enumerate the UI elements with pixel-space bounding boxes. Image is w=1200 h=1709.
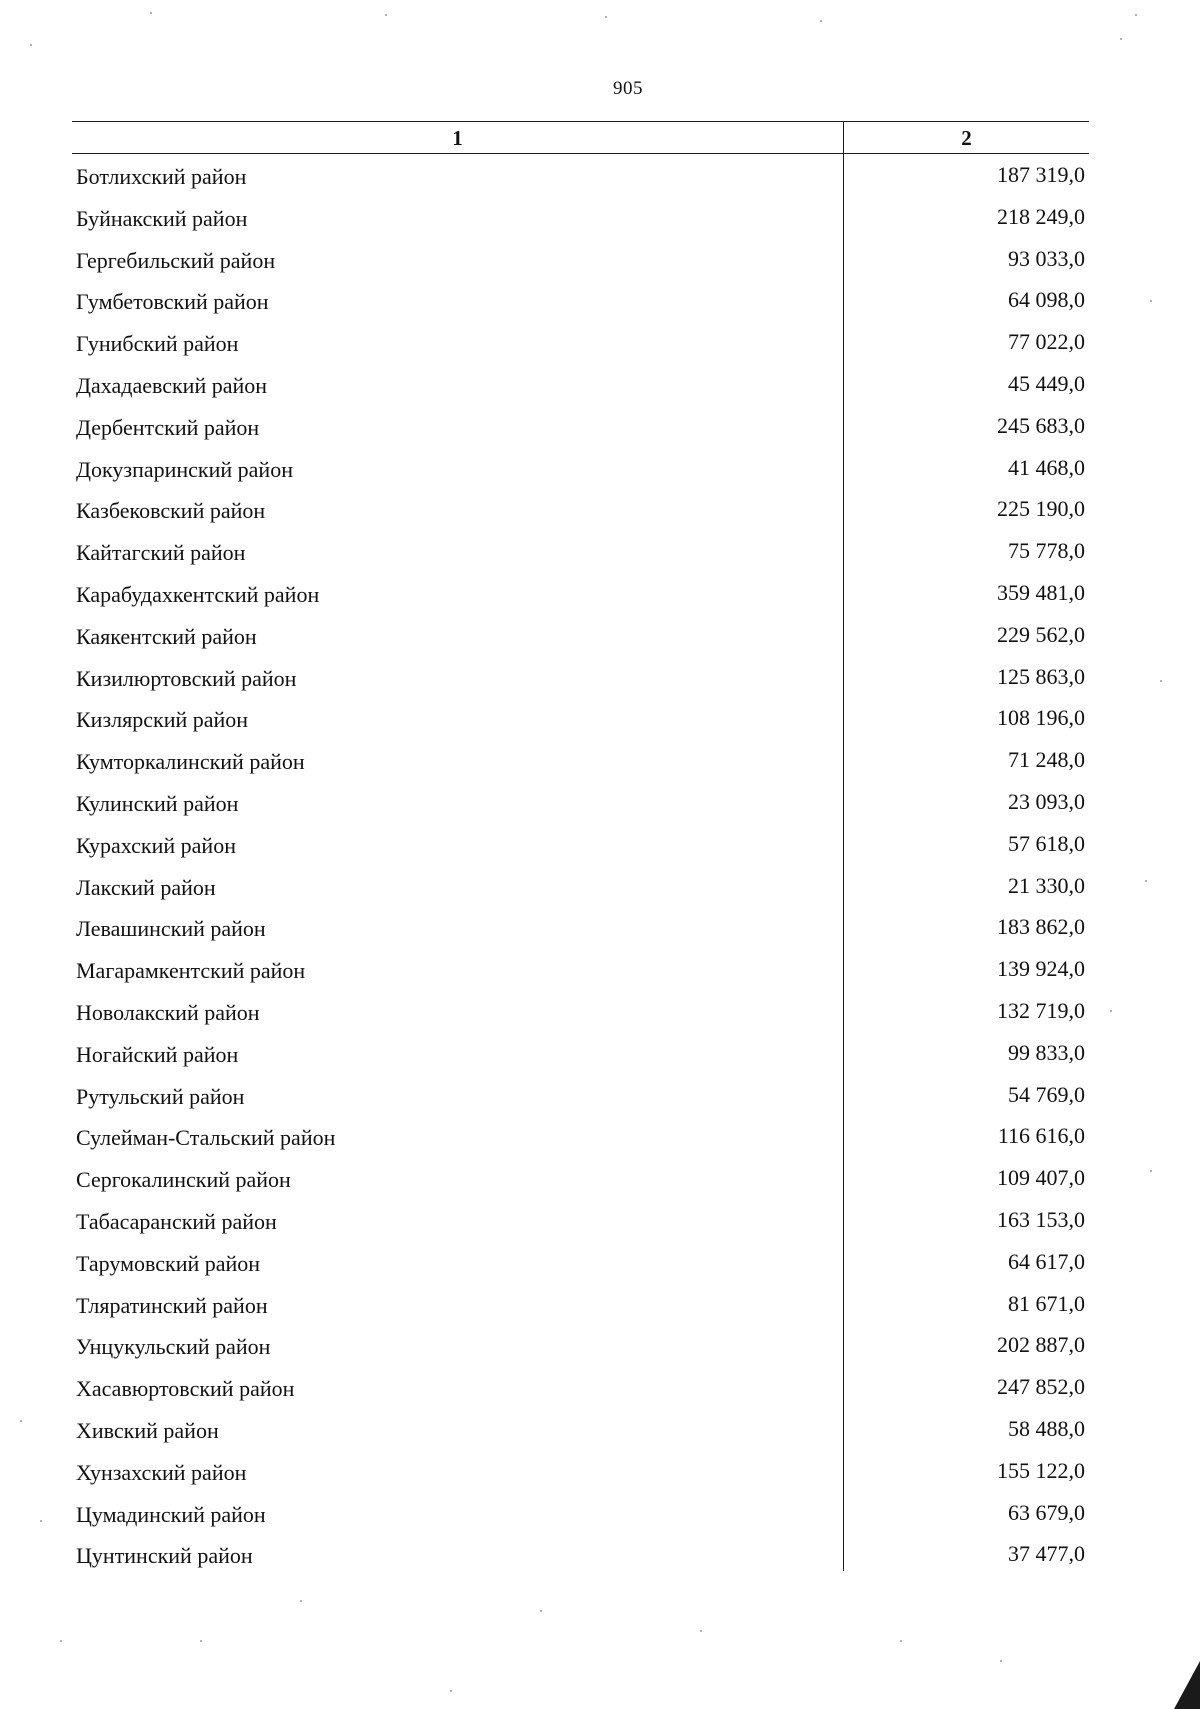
scan-speck <box>1150 1170 1152 1172</box>
scan-speck <box>40 1520 42 1522</box>
table-row <box>72 1118 1089 1160</box>
scan-speck <box>60 1640 62 1642</box>
scan-speck <box>30 44 32 46</box>
scan-speck <box>1145 880 1147 882</box>
scan-speck <box>385 14 387 16</box>
district-name: Курахский район <box>76 832 236 858</box>
district-name: Новолакский район <box>76 999 260 1025</box>
district-name: Табасаранский район <box>76 1208 277 1234</box>
scan-speck <box>1000 1660 1002 1662</box>
district-amount: 45 449,0 <box>1008 370 1085 396</box>
district-name: Дахадаевский район <box>76 372 268 398</box>
district-name: Кулинский район <box>76 790 239 816</box>
table-row <box>72 241 1089 283</box>
district-amount: 77 022,0 <box>1008 329 1085 355</box>
table-row <box>72 784 1089 826</box>
scan-speck <box>200 1640 202 1642</box>
district-amount: 37 477,0 <box>1008 1541 1085 1567</box>
table-row <box>72 1369 1089 1411</box>
district-amount: 202 887,0 <box>997 1332 1085 1358</box>
table-row <box>72 868 1089 910</box>
district-amount: 63 679,0 <box>1008 1499 1085 1525</box>
district-amount: 109 407,0 <box>997 1165 1085 1191</box>
table-row <box>72 826 1089 868</box>
scan-speck <box>900 1640 902 1642</box>
column-header-2: 2 <box>961 126 972 150</box>
table-row <box>72 533 1089 575</box>
district-amount: 81 671,0 <box>1008 1290 1085 1316</box>
district-amount: 64 098,0 <box>1008 287 1085 313</box>
district-amount: 21 330,0 <box>1008 872 1085 898</box>
district-name: Буйнакский район <box>76 205 248 231</box>
district-amount: 41 468,0 <box>1008 454 1085 480</box>
table-row <box>72 1495 1089 1537</box>
district-name: Гергебильский район <box>76 247 276 273</box>
table-row <box>72 1244 1089 1286</box>
table-row <box>72 1453 1089 1495</box>
district-amount: 58 488,0 <box>1008 1415 1085 1441</box>
district-name: Хивский район <box>76 1417 219 1443</box>
district-name: Цумадинский район <box>76 1501 266 1527</box>
table-row <box>72 199 1089 241</box>
district-amount: 247 852,0 <box>997 1374 1085 1400</box>
table-row <box>72 282 1089 324</box>
district-name: Кизилюртовский район <box>76 665 297 691</box>
district-amount: 57 618,0 <box>1008 830 1085 856</box>
table-row <box>72 909 1089 951</box>
table-row <box>72 575 1089 617</box>
table-row <box>72 324 1089 366</box>
district-name: Карабудахкентский район <box>76 581 320 607</box>
district-amount: 225 190,0 <box>997 496 1085 522</box>
scan-speck <box>1150 300 1152 302</box>
district-name: Гунибский район <box>76 331 239 357</box>
table-row <box>72 1536 1089 1578</box>
table-row <box>72 700 1089 742</box>
table-top-rule <box>72 121 1089 122</box>
table-row <box>72 993 1089 1035</box>
district-name: Ногайский район <box>76 1041 239 1067</box>
district-amount: 125 863,0 <box>997 663 1085 689</box>
district-amount: 183 862,0 <box>997 914 1085 940</box>
table-row <box>72 951 1089 993</box>
district-amount: 116 616,0 <box>997 1123 1085 1149</box>
district-name: Лакский район <box>76 874 216 900</box>
district-amount: 359 481,0 <box>997 579 1085 605</box>
district-amount: 64 617,0 <box>1008 1248 1085 1274</box>
district-amount: 93 033,0 <box>1008 245 1085 271</box>
district-name: Рутульский район <box>76 1083 245 1109</box>
district-amount: 132 719,0 <box>997 997 1085 1023</box>
table-row <box>72 1202 1089 1244</box>
district-name: Сулейман-Стальский район <box>76 1125 336 1151</box>
scan-speck <box>150 12 152 14</box>
district-name: Магарамкентский район <box>76 958 306 984</box>
table-row <box>72 157 1089 199</box>
district-name: Каякентский район <box>76 623 257 649</box>
table-row <box>72 1286 1089 1328</box>
district-name: Хунзахский район <box>76 1459 247 1485</box>
scan-speck <box>700 1630 702 1632</box>
district-amount: 23 093,0 <box>1008 788 1085 814</box>
table-row <box>72 491 1089 533</box>
page-number: 905 <box>613 78 643 99</box>
table-row <box>72 1035 1089 1077</box>
district-name: Цунтинский район <box>76 1543 253 1569</box>
district-name: Хасавюртовский район <box>76 1376 295 1402</box>
district-name: Гумбетовский район <box>76 289 269 315</box>
scan-speck <box>20 1420 22 1422</box>
district-amount: 54 769,0 <box>1008 1081 1085 1107</box>
scan-corner-mark <box>1174 1661 1200 1709</box>
table-row <box>72 659 1089 701</box>
district-amount: 139 924,0 <box>997 956 1085 982</box>
district-name: Кумторкалинский район <box>76 749 305 775</box>
district-amount: 71 248,0 <box>1008 747 1085 773</box>
scan-speck <box>540 1610 542 1612</box>
district-amount: 75 778,0 <box>1008 538 1085 564</box>
table-body <box>72 157 1089 1578</box>
table-header-row <box>72 123 1089 153</box>
table-row <box>72 450 1089 492</box>
scan-speck <box>1160 680 1162 682</box>
district-amount: 99 833,0 <box>1008 1039 1085 1065</box>
table-row <box>72 617 1089 659</box>
district-amount: 163 153,0 <box>997 1206 1085 1232</box>
table-row <box>72 1077 1089 1119</box>
district-name: Тляратинский район <box>76 1292 268 1318</box>
district-amount: 187 319,0 <box>997 162 1085 187</box>
table-row <box>72 408 1089 450</box>
district-name: Докузпаринский район <box>76 456 293 482</box>
column-header-1: 1 <box>452 126 463 150</box>
district-name: Левашинский район <box>76 916 266 942</box>
scan-speck <box>1110 1010 1112 1012</box>
table-row <box>72 742 1089 784</box>
district-name: Сергокалинский район <box>76 1167 291 1193</box>
scan-speck <box>300 1600 302 1602</box>
district-name: Ботлихский район <box>76 164 247 189</box>
district-amount: 155 122,0 <box>997 1457 1085 1483</box>
district-amount: 229 562,0 <box>997 621 1085 647</box>
table-row <box>72 366 1089 408</box>
district-amount: 108 196,0 <box>997 705 1085 731</box>
scan-speck <box>450 1690 452 1692</box>
scan-speck <box>1120 38 1122 40</box>
district-amount: 245 683,0 <box>997 412 1085 438</box>
table-row <box>72 1160 1089 1202</box>
table-row <box>72 1411 1089 1453</box>
district-name: Унцукульский район <box>76 1334 271 1360</box>
scan-speck <box>605 16 607 18</box>
district-name: Дербентский район <box>76 414 260 440</box>
scan-speck <box>1135 14 1137 16</box>
district-name: Тарумовский район <box>76 1250 261 1276</box>
district-name: Казбековский район <box>76 498 266 524</box>
district-name: Кизлярский район <box>76 707 249 733</box>
table-header-rule <box>72 153 1089 154</box>
scan-speck <box>820 20 822 22</box>
district-amount: 218 249,0 <box>997 203 1085 229</box>
district-name: Кайтагский район <box>76 540 246 566</box>
table-row <box>72 1327 1089 1369</box>
